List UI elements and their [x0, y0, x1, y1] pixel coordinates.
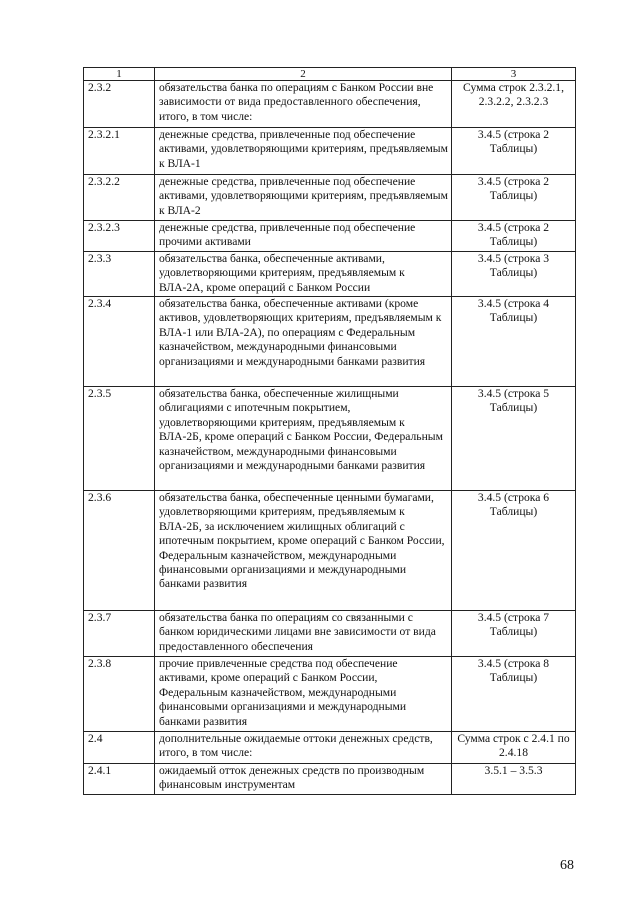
table-row: [84, 81, 576, 128]
table-header: [84, 68, 576, 81]
row-reference: 3.4.5 (строка 5 Таблицы): [452, 387, 576, 491]
row-number: 2.3.3: [84, 251, 155, 296]
row-number: 2.3.7: [84, 611, 155, 657]
header-col-3: 3: [452, 68, 576, 81]
table-row: [84, 657, 576, 732]
row-description: обязательства банка по операциям со связанными с банком юридическими лицами вне зависимости от вида предоставленного обеспечения: [155, 611, 452, 657]
row-description: ожидаемый отток денежных средств по производным финансовым инструментам: [155, 764, 452, 795]
table-row: [84, 128, 576, 175]
row-reference: Сумма строк с 2.4.1 по 2.4.18: [452, 732, 576, 764]
row-reference: 3.4.5 (строка 7 Таблицы): [452, 611, 576, 657]
row-reference: 3.4.5 (строка 2 Таблицы): [452, 128, 576, 175]
row-number: 2.3.4: [84, 297, 155, 387]
row-number: 2.3.8: [84, 657, 155, 732]
row-description: прочие привлеченные средства под обеспечение активами, кроме операций с Банком России, Федеральным казначейством, международными финансовыми организациями и международными банками развития: [155, 657, 452, 732]
row-reference: 3.4.5 (строка 6 Таблицы): [452, 491, 576, 611]
row-reference: 3.4.5 (строка 3 Таблицы): [452, 251, 576, 296]
row-description: денежные средства, привлеченные под обеспечение прочими активами: [155, 221, 452, 252]
table-row: [84, 491, 576, 611]
liquidity-table: [83, 67, 576, 795]
table-body: [84, 81, 576, 795]
row-reference: 3.4.5 (строка 2 Таблицы): [452, 221, 576, 252]
row-description: денежные средства, привлеченные под обеспечение активами, удовлетворяющими критериям, предъявляемым к ВЛА-1: [155, 128, 452, 175]
document-table-container: [83, 67, 576, 795]
row-description: дополнительные ожидаемые оттоки денежных средств, итого, в том числе:: [155, 732, 452, 764]
header-col-2: 2: [155, 68, 452, 81]
row-description: обязательства банка, обеспеченные активами (кроме активов, удовлетворяющих критериям, предъявляемым к ВЛА-1 или ВЛА-2А), по операциям с Федеральным казначейством, международными финансовыми организациями и международными банками развития: [155, 297, 452, 387]
row-description: обязательства банка, обеспеченные активами, удовлетворяющими критериям, предъявляемым к ВЛА-2А, кроме операций с Банком России: [155, 251, 452, 296]
row-reference: Сумма строк 2.3.2.1, 2.3.2.2, 2.3.2.3: [452, 81, 576, 128]
table-row: [84, 251, 576, 296]
row-description: обязательства банка по операциям с Банком России вне зависимости от вида предоставленного обеспечения, итого, в том числе:: [155, 81, 452, 128]
table-row: [84, 175, 576, 221]
row-number: 2.3.2.3: [84, 221, 155, 252]
table-row: [84, 732, 576, 764]
table-row: [84, 764, 576, 795]
header-row: [84, 68, 576, 81]
row-number: 2.3.2: [84, 81, 155, 128]
row-number: 2.3.5: [84, 387, 155, 491]
row-reference: 3.4.5 (строка 8 Таблицы): [452, 657, 576, 732]
row-reference: 3.5.1 – 3.5.3: [452, 764, 576, 795]
table-row: [84, 387, 576, 491]
row-number: 2.3.2.1: [84, 128, 155, 175]
row-description: обязательства банка, обеспеченные ценными бумагами, удовлетворяющими критериям, предъявляемым к ВЛА-2Б, за исключением жилищных облигаций с ипотечным покрытием, кроме операций с Банком России, Федеральным казначейством, международными финансовыми организациями и международными банками развития: [155, 491, 452, 611]
row-reference: 3.4.5 (строка 2 Таблицы): [452, 175, 576, 221]
row-description: денежные средства, привлеченные под обеспечение активами, удовлетворяющими критериям, предъявляемым к ВЛА-2: [155, 175, 452, 221]
row-number: 2.4.1: [84, 764, 155, 795]
header-col-1: 1: [84, 68, 155, 81]
table-row: [84, 297, 576, 387]
row-number: 2.3.6: [84, 491, 155, 611]
table-row: [84, 611, 576, 657]
table-row: [84, 221, 576, 252]
row-number: 2.4: [84, 732, 155, 764]
page-number: 68: [560, 858, 574, 873]
row-description: обязательства банка, обеспеченные жилищными облигациями с ипотечным покрытием, удовлетворяющими критериям, предъявляемым к ВЛА-2Б, кроме операций с Банком России, Федеральным казначейством, международными финансовыми организациями и международными банками развития: [155, 387, 452, 491]
row-reference: 3.4.5 (строка 4 Таблицы): [452, 297, 576, 387]
row-number: 2.3.2.2: [84, 175, 155, 221]
